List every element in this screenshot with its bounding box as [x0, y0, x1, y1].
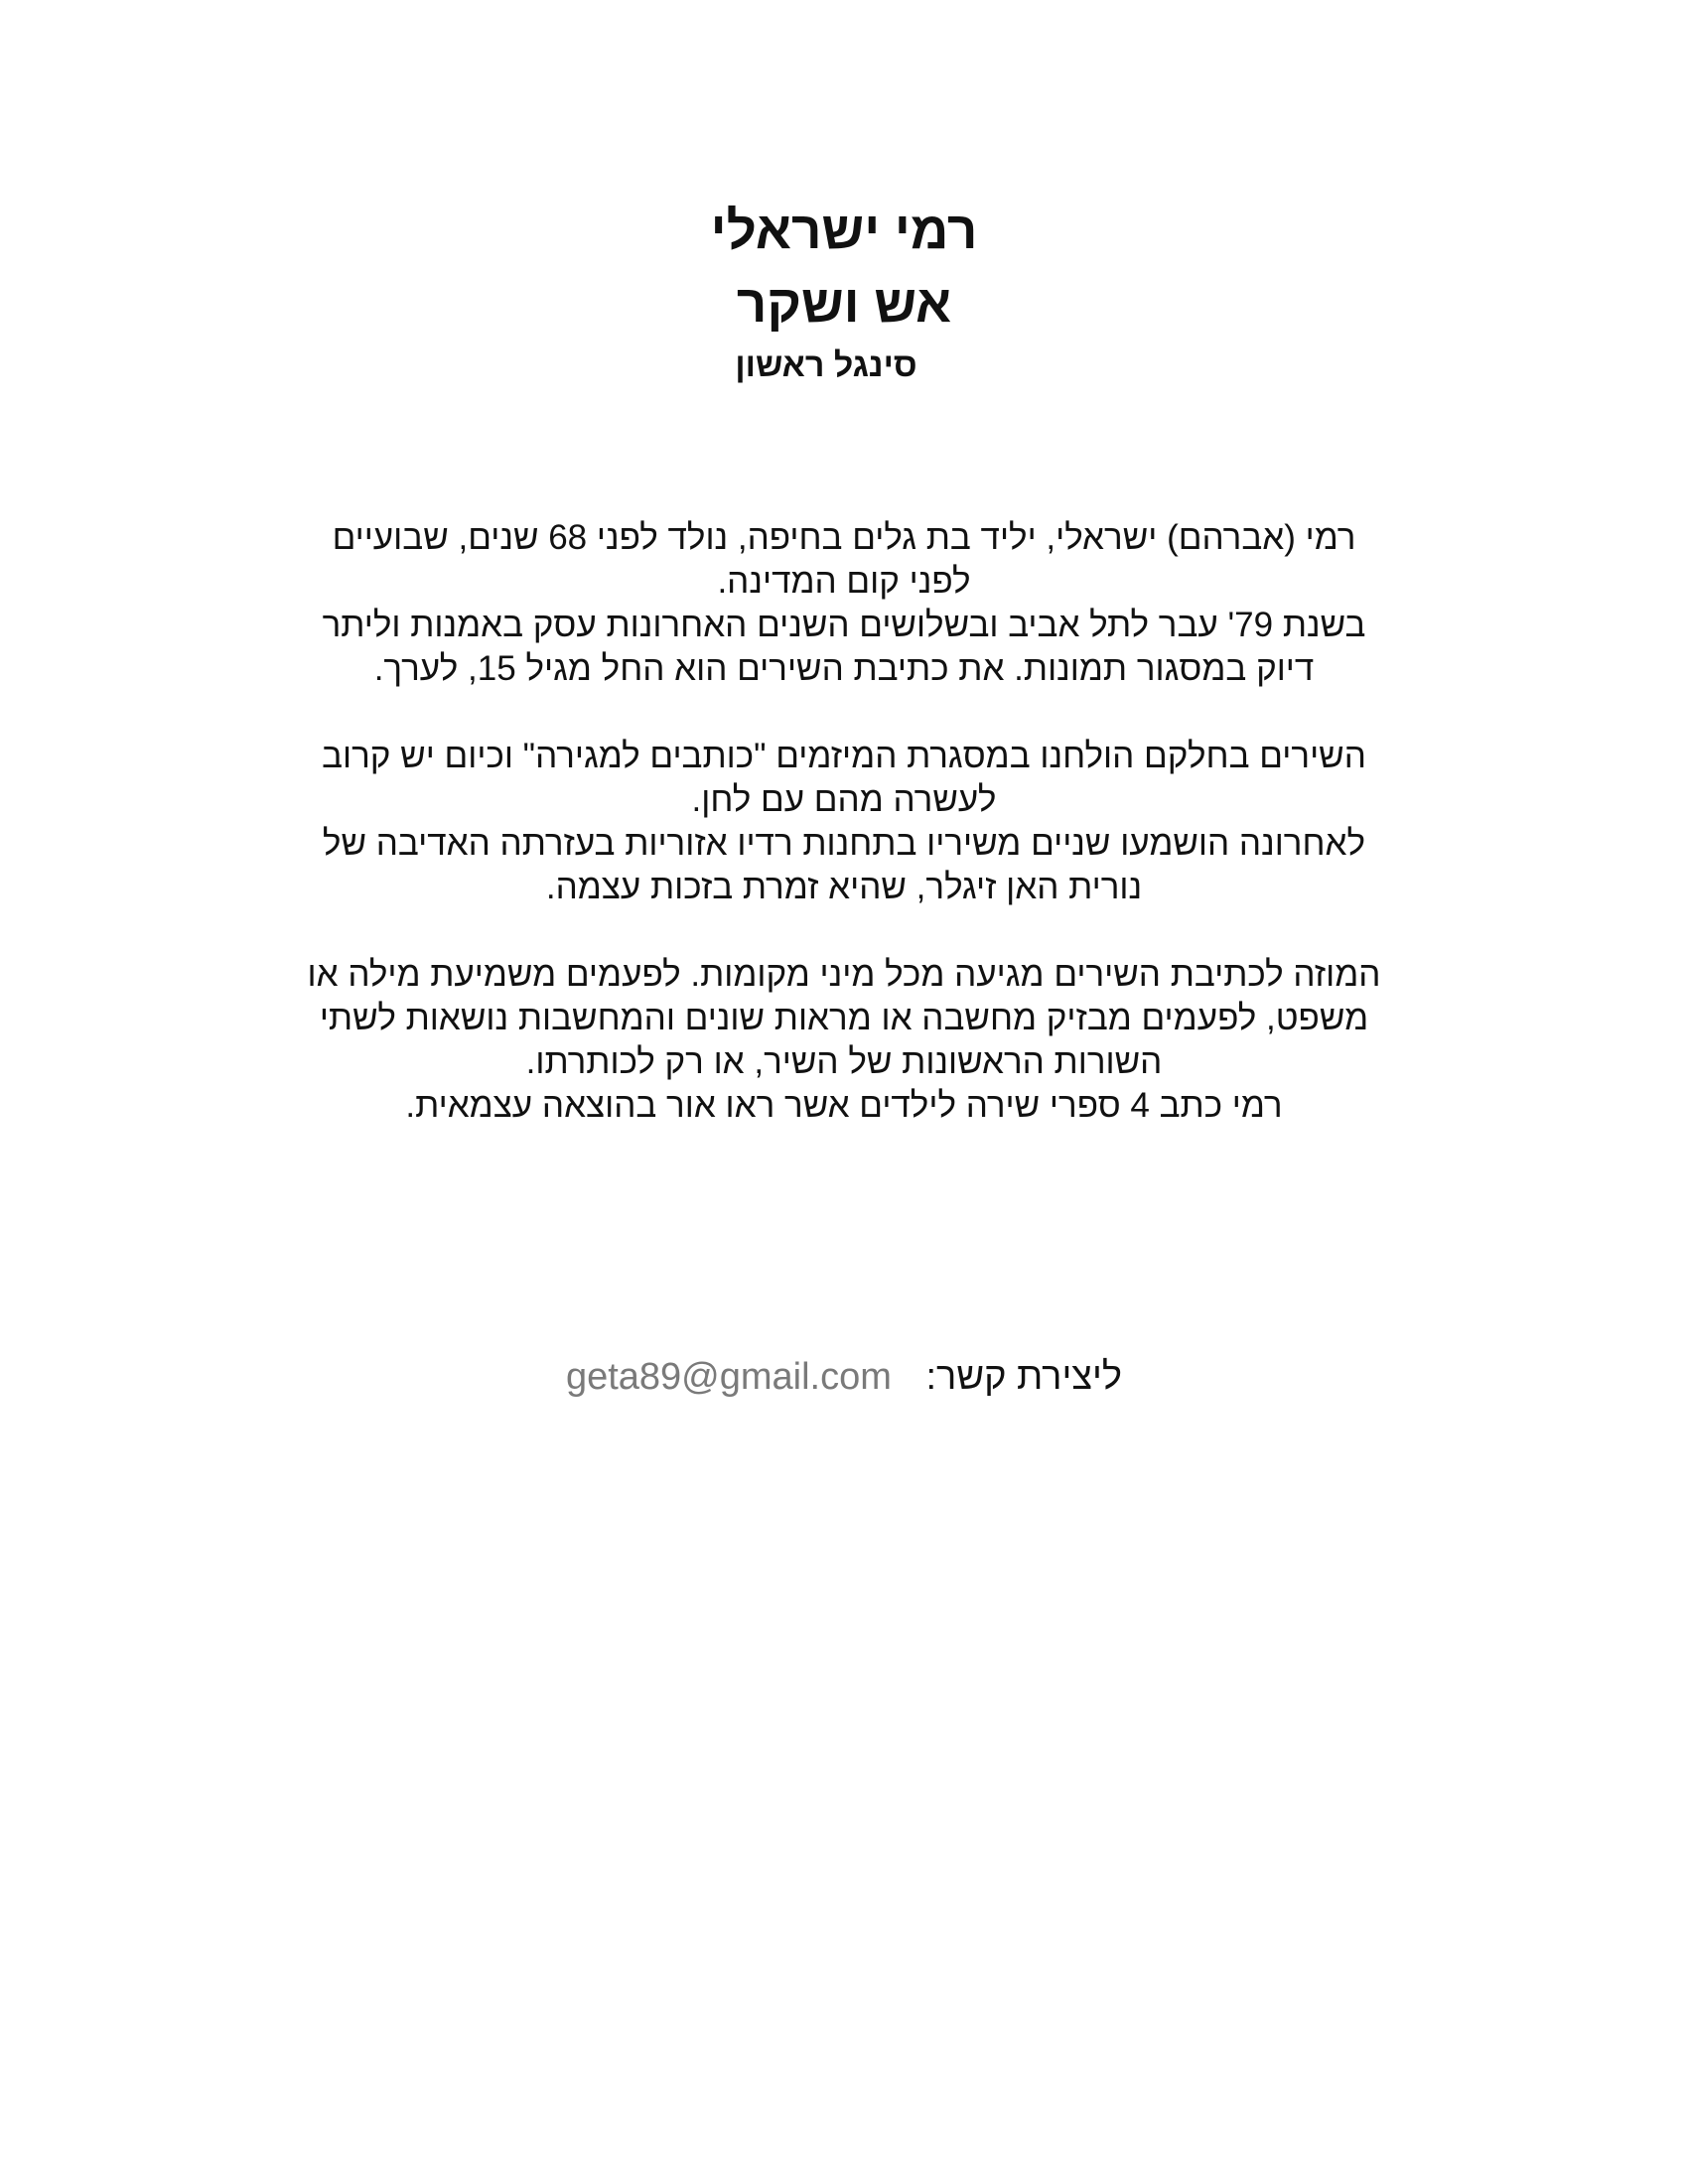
- bio-line: המוזה לכתיבת השירים מגיעה מכל מיני מקומות. לפעמים משמיעת מילה או: [307, 955, 1381, 994]
- bio-paragraph-3: [199, 953, 1489, 1128]
- document-header: [0, 195, 1688, 389]
- artist-name: רמי ישראלי: [710, 202, 978, 260]
- bio-line: רמי כתב 4 ספרי שירה לילדים אשר ראו אור בהוצאה עצמאית.: [405, 1086, 1283, 1125]
- contact-line: [0, 1352, 1688, 1402]
- release-type: סינגל ראשון: [735, 346, 917, 384]
- bio-line: נורית האן זיגלר, שהיא זמרת בזכות עצמה.: [545, 868, 1143, 906]
- bio-line: בשנת 79' עבר לתל אביב ובשלושים השנים האחרונות עסק באמנות וליתר: [322, 606, 1366, 644]
- bio-line: השירים בחלקם הולחנו במסגרת המיזמים "כותבים למגירה" וכיום יש קרוב: [322, 737, 1366, 775]
- bio-line: לעשרה מהם עם לחן.: [691, 780, 997, 819]
- contact-email-link[interactable]: geta89@gmail.com: [565, 1356, 892, 1398]
- bio-line: לפני קום המדינה.: [717, 562, 971, 601]
- song-title: אש ושקר: [736, 275, 952, 334]
- bio-line: השורות הראשונות של השיר, או רק לכותרתו.: [525, 1042, 1163, 1081]
- bio-line: לאחרונה הושמעו שניים משיריו בתחנות רדיו אזוריות בעזרתה האדיבה של: [322, 824, 1366, 863]
- bio-section: [199, 516, 1489, 1171]
- bio-paragraph-1: [199, 516, 1489, 691]
- bio-paragraph-2: [199, 735, 1489, 909]
- bio-line: דיוק במסגור תמונות. את כתיבת השירים הוא החל מגיל 15, לערך.: [373, 649, 1315, 688]
- bio-line: רמי (אברהם) ישראלי, יליד בת גלים בחיפה, נולד לפני 68 שנים, שבועיים: [332, 518, 1356, 557]
- bio-line: משפט, לפעמים מבזיק מחשבה או מראות שונים והמחשבות נושאות לשתי: [319, 999, 1369, 1037]
- contact-label: ליצירת קשר:: [925, 1356, 1123, 1398]
